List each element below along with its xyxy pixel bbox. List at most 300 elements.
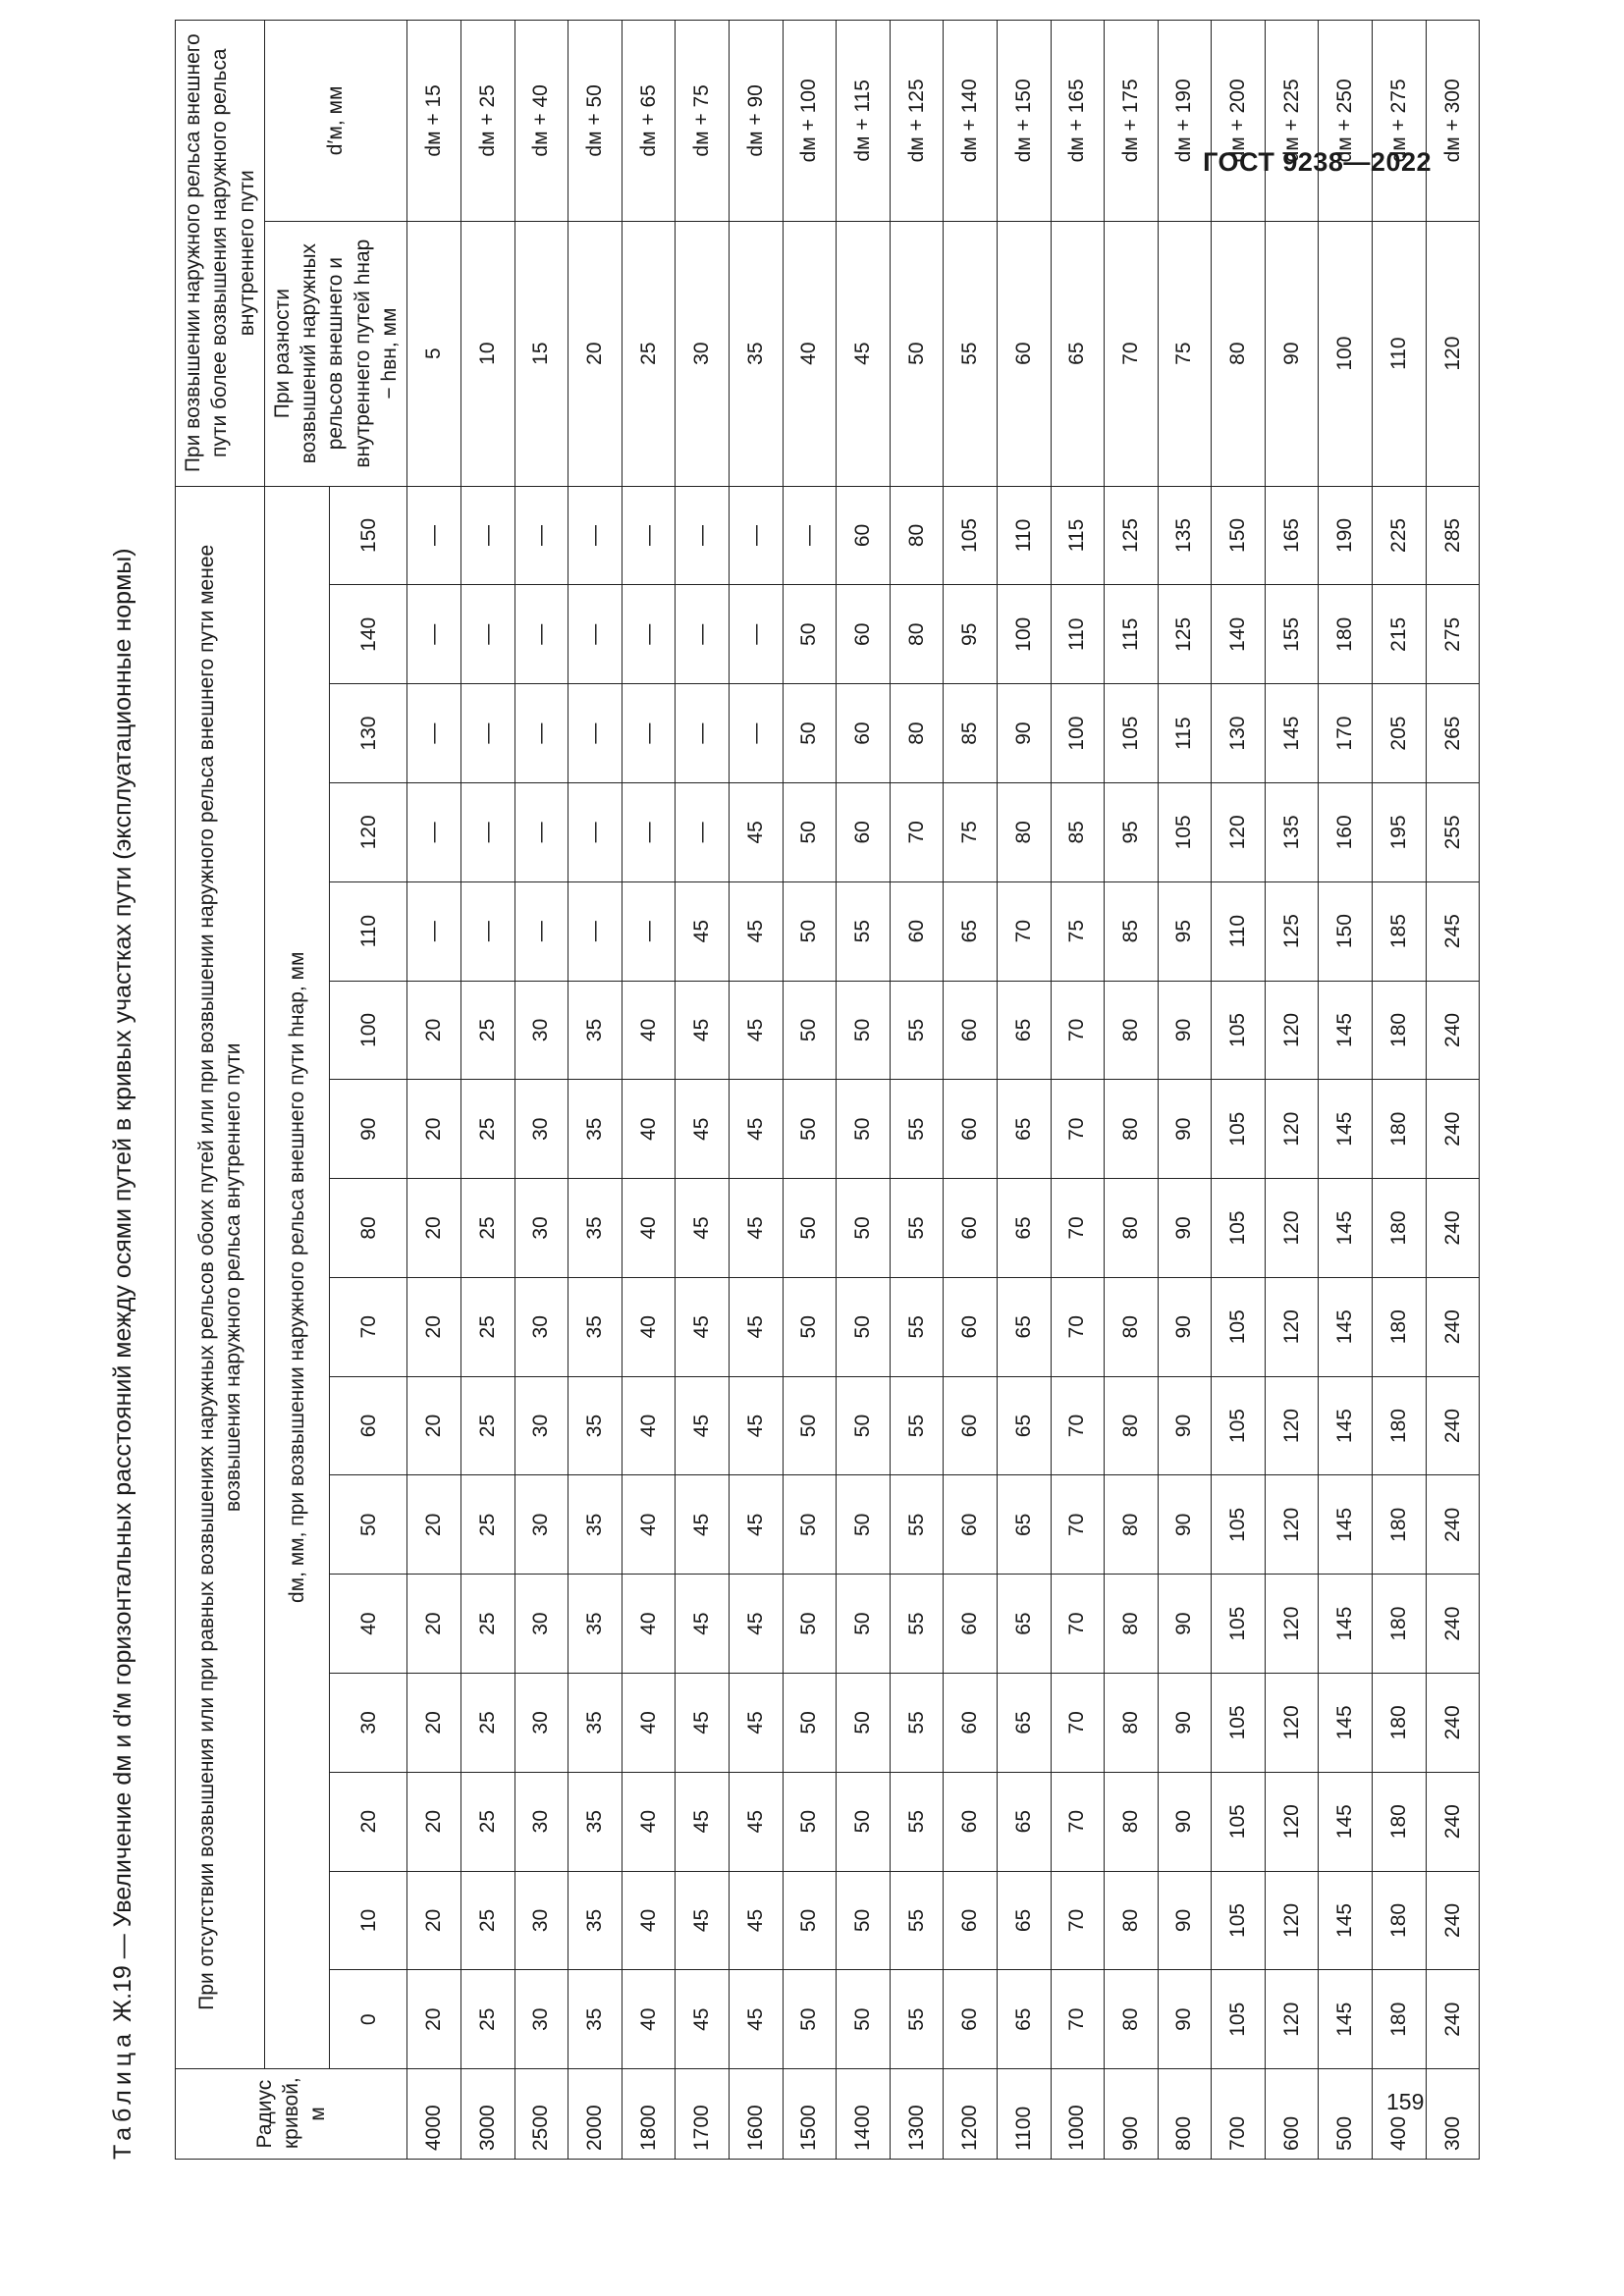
dm-value-cell: 170 — [1319, 684, 1373, 783]
dm-value-cell: 45 — [729, 1179, 783, 1278]
radius-cell: 2500 — [514, 2069, 568, 2160]
dm-value-cell: 80 — [890, 585, 944, 684]
dm-value-cell: 30 — [514, 1277, 568, 1376]
dm-value-cell: 65 — [944, 881, 998, 981]
dm-value-cell: 80 — [1105, 1277, 1159, 1376]
radius-cell: 1300 — [890, 2069, 944, 2160]
dm-value-cell: 45 — [729, 1871, 783, 1970]
dm-value-cell: 20 — [407, 1772, 461, 1871]
dm-value-cell: 20 — [407, 1376, 461, 1475]
dm-value-cell: 145 — [1319, 1179, 1373, 1278]
dm-value-cell: 90 — [1158, 1179, 1212, 1278]
dm-value-cell: 205 — [1373, 684, 1427, 783]
table-row — [729, 21, 783, 2160]
table-row — [1265, 21, 1319, 2160]
dm-value-cell: 125 — [1265, 881, 1319, 981]
elevation-header-cell: 130 — [330, 684, 407, 783]
dm-value-cell: 70 — [1051, 1179, 1105, 1278]
dm-value-cell: 105 — [1212, 981, 1266, 1080]
dm-value-cell: — — [407, 486, 461, 585]
dm-value-cell: 115 — [1051, 486, 1105, 585]
dm-value-cell: 50 — [837, 1772, 891, 1871]
dm-value-cell: 145 — [1265, 684, 1319, 783]
dm-value-cell: 25 — [460, 1179, 514, 1278]
dm-value-cell: 115 — [1158, 684, 1212, 783]
dm-value-cell: 145 — [1319, 1475, 1373, 1575]
dm-value-cell: 60 — [944, 1376, 998, 1475]
dm-value-cell: 105 — [944, 486, 998, 585]
radius-cell: 1200 — [944, 2069, 998, 2160]
dm-value-cell: 105 — [1212, 1772, 1266, 1871]
dm-value-cell: 55 — [890, 1376, 944, 1475]
dm-value-cell: 60 — [890, 881, 944, 981]
dm-value-cell: 40 — [622, 1475, 676, 1575]
dm-value-cell: 45 — [676, 1080, 730, 1179]
diff-cell: 50 — [890, 221, 944, 486]
elevation-header-cell: 0 — [330, 1970, 407, 2069]
table-caption — [98, 548, 147, 2160]
diff-cell: 20 — [568, 221, 623, 486]
elevation-header-cell: 20 — [330, 1772, 407, 1871]
dprime-cell: dм + 100 — [783, 21, 837, 222]
header-group-right: При возвышении наружного рельса внешнего пути более возвышения наружного рельса внутреннего пути — [176, 21, 265, 487]
dm-value-cell: 50 — [783, 585, 837, 684]
dm-value-cell: 120 — [1265, 1970, 1319, 2069]
dm-value-cell: 20 — [407, 1673, 461, 1772]
dm-value-cell: 80 — [1105, 1871, 1159, 1970]
diff-cell: 100 — [1319, 221, 1373, 486]
dm-value-cell: 125 — [1158, 585, 1212, 684]
dm-value-cell: — — [783, 486, 837, 585]
dm-value-cell: 60 — [944, 1277, 998, 1376]
dm-value-cell: 40 — [622, 1772, 676, 1871]
dm-value-cell: 80 — [1105, 1575, 1159, 1674]
dm-value-cell: 85 — [1051, 782, 1105, 881]
dm-value-cell: 35 — [568, 1179, 623, 1278]
standard-code: ГОСТ 9238—2022 — [1203, 147, 1432, 177]
dm-value-cell: — — [568, 486, 623, 585]
dm-value-cell: — — [676, 585, 730, 684]
elevation-header-cell: 110 — [330, 881, 407, 981]
elevation-header-cell: 30 — [330, 1673, 407, 1772]
table-row — [407, 21, 461, 2160]
dm-value-cell: 65 — [997, 1970, 1051, 2069]
dm-value-cell: 45 — [729, 1970, 783, 2069]
dprime-cell: dм + 65 — [622, 21, 676, 222]
table-row — [944, 21, 998, 2160]
dm-value-cell: 35 — [568, 1871, 623, 1970]
dm-value-cell: 70 — [1051, 1277, 1105, 1376]
dprime-cell: dм + 190 — [1158, 21, 1212, 222]
diff-cell: 5 — [407, 221, 461, 486]
dm-value-cell: 120 — [1212, 782, 1266, 881]
dm-value-cell: 45 — [676, 981, 730, 1080]
header-dm-subheader: dм, мм, при возвышении наружного рельса внешнего пути hнар, мм — [264, 486, 330, 2069]
elevation-header-cell: 120 — [330, 782, 407, 881]
dm-value-cell: 50 — [783, 684, 837, 783]
dm-value-cell: 105 — [1212, 1277, 1266, 1376]
dm-value-cell: 35 — [568, 1575, 623, 1674]
dm-value-cell: 55 — [890, 1575, 944, 1674]
diff-cell: 60 — [997, 221, 1051, 486]
dm-value-cell: 35 — [568, 1277, 623, 1376]
dm-value-cell: 45 — [729, 1575, 783, 1674]
dm-value-cell: 40 — [622, 1179, 676, 1278]
dm-value-cell: 45 — [729, 1080, 783, 1179]
dm-value-cell: 185 — [1373, 881, 1427, 981]
dm-value-cell: 60 — [837, 782, 891, 881]
dm-value-cell: 90 — [1158, 1871, 1212, 1970]
header-group-left: При отсутствии возвышения или при равных возвышениях наружных рельсов обоих путей или при возвышении наружного рельса внешнего пути менее возвышения наружного рельса внутреннего пути — [176, 486, 265, 2069]
dm-value-cell: 90 — [997, 684, 1051, 783]
dm-value-cell: 180 — [1373, 1376, 1427, 1475]
dm-value-cell: 25 — [460, 1376, 514, 1475]
diff-cell: 25 — [622, 221, 676, 486]
dm-value-cell: 45 — [676, 1673, 730, 1772]
dm-value-cell: 190 — [1319, 486, 1373, 585]
diff-cell: 70 — [1105, 221, 1159, 486]
dprime-cell: dм + 90 — [729, 21, 783, 222]
dm-value-cell: 110 — [1212, 881, 1266, 981]
dm-value-cell: 20 — [407, 1080, 461, 1179]
elevation-header-cell: 60 — [330, 1376, 407, 1475]
dm-value-cell: 35 — [568, 1475, 623, 1575]
dm-value-cell: 90 — [1158, 1673, 1212, 1772]
dm-value-cell: 50 — [783, 1179, 837, 1278]
dm-value-cell: 240 — [1426, 1080, 1480, 1179]
dprime-cell: dм + 250 — [1319, 21, 1373, 222]
dm-value-cell: 80 — [890, 684, 944, 783]
dm-value-cell: 50 — [837, 1277, 891, 1376]
diff-cell: 35 — [729, 221, 783, 486]
dm-value-cell: 25 — [460, 1772, 514, 1871]
dm-value-cell: 180 — [1373, 1673, 1427, 1772]
dm-value-cell: 45 — [676, 1772, 730, 1871]
dm-value-cell: 45 — [676, 1475, 730, 1575]
dm-value-cell: 180 — [1319, 585, 1373, 684]
dm-value-cell: — — [514, 881, 568, 981]
dm-value-cell: 100 — [997, 585, 1051, 684]
table-row — [1051, 21, 1105, 2160]
dm-value-cell: 20 — [407, 1970, 461, 2069]
dm-value-cell: 40 — [622, 1080, 676, 1179]
dm-value-cell: 45 — [676, 1277, 730, 1376]
dm-value-cell: 60 — [837, 585, 891, 684]
dm-value-cell: — — [407, 782, 461, 881]
dm-value-cell: 50 — [837, 981, 891, 1080]
dm-value-cell: 240 — [1426, 1575, 1480, 1674]
dm-value-cell: — — [514, 782, 568, 881]
dm-value-cell: 45 — [729, 1772, 783, 1871]
dm-value-cell: 90 — [1158, 1475, 1212, 1575]
dm-value-cell: 150 — [1212, 486, 1266, 585]
dm-value-cell: 35 — [568, 1080, 623, 1179]
dm-value-cell: 60 — [837, 684, 891, 783]
dm-value-cell: 120 — [1265, 1277, 1319, 1376]
dm-value-cell: 150 — [1319, 881, 1373, 981]
dm-value-cell: — — [622, 486, 676, 585]
dm-value-cell: — — [460, 486, 514, 585]
caption-prefix: Таблица — [109, 2028, 136, 2160]
dm-value-cell: 45 — [729, 1475, 783, 1575]
dm-value-cell: 45 — [676, 881, 730, 981]
dm-value-cell: 215 — [1373, 585, 1427, 684]
dm-value-cell: 45 — [729, 981, 783, 1080]
dm-value-cell: 45 — [676, 1179, 730, 1278]
dm-value-cell: 50 — [783, 881, 837, 981]
elevation-header-cell: 50 — [330, 1475, 407, 1575]
dm-value-cell: 70 — [1051, 1376, 1105, 1475]
dprime-cell: dм + 15 — [407, 21, 461, 222]
dm-value-cell: 55 — [890, 1475, 944, 1575]
dm-value-cell: 50 — [783, 1475, 837, 1575]
dm-value-cell: 105 — [1212, 1575, 1266, 1674]
dm-value-cell: 25 — [460, 1080, 514, 1179]
dm-value-cell: 240 — [1426, 1673, 1480, 1772]
dm-value-cell: 265 — [1426, 684, 1480, 783]
table-row — [622, 21, 676, 2160]
dm-value-cell: 65 — [997, 1575, 1051, 1674]
page-number: 159 — [1386, 2089, 1425, 2114]
dm-value-cell: 240 — [1426, 1179, 1480, 1278]
dm-value-cell: 25 — [460, 1475, 514, 1575]
dm-value-cell: 50 — [837, 1376, 891, 1475]
dm-value-cell: 70 — [1051, 1673, 1105, 1772]
dm-value-cell: 160 — [1319, 782, 1373, 881]
dm-value-cell: — — [729, 585, 783, 684]
dm-value-cell: 240 — [1426, 1772, 1480, 1871]
radius-cell: 2000 — [568, 2069, 623, 2160]
dm-value-cell: 55 — [890, 1080, 944, 1179]
dm-value-cell: 55 — [890, 1970, 944, 2069]
dm-value-cell: 45 — [729, 1673, 783, 1772]
dprime-cell: dм + 175 — [1105, 21, 1159, 222]
dm-value-cell: 45 — [729, 881, 783, 981]
elevation-header-cell: 80 — [330, 1179, 407, 1278]
dm-value-cell: 65 — [997, 1475, 1051, 1575]
dm-value-cell: 50 — [837, 1673, 891, 1772]
dm-value-cell: — — [729, 486, 783, 585]
dm-value-cell: 70 — [1051, 1475, 1105, 1575]
dm-value-cell: 25 — [460, 1575, 514, 1674]
dm-value-cell: — — [514, 684, 568, 783]
dm-value-cell: 50 — [837, 1970, 891, 2069]
table-row — [676, 21, 730, 2160]
dm-value-cell: 95 — [944, 585, 998, 684]
dm-value-cell: 145 — [1319, 1376, 1373, 1475]
radius-cell: 1700 — [676, 2069, 730, 2160]
table-row — [1319, 21, 1373, 2160]
radius-cell: 500 — [1319, 2069, 1373, 2160]
dm-value-cell: 30 — [514, 1970, 568, 2069]
dm-value-cell: 45 — [676, 1376, 730, 1475]
dm-value-cell: 50 — [783, 1772, 837, 1871]
dm-value-cell: 155 — [1265, 585, 1319, 684]
dprime-cell: dм + 200 — [1212, 21, 1266, 222]
dprime-cell: dм + 50 — [568, 21, 623, 222]
dm-value-cell: 65 — [997, 1179, 1051, 1278]
dm-value-cell: 70 — [997, 881, 1051, 981]
dm-value-cell: 65 — [997, 1871, 1051, 1970]
dm-value-cell: 40 — [622, 981, 676, 1080]
dm-value-cell: 145 — [1319, 981, 1373, 1080]
dm-value-cell: — — [622, 585, 676, 684]
radius-cell: 3000 — [460, 2069, 514, 2160]
dm-value-cell: 65 — [997, 981, 1051, 1080]
dm-value-cell: 50 — [783, 1871, 837, 1970]
dm-value-cell: 60 — [944, 1475, 998, 1575]
dm-value-cell: 90 — [1158, 1376, 1212, 1475]
radius-cell: 800 — [1158, 2069, 1212, 2160]
header-radius: Радиус кривой, м — [176, 2069, 407, 2160]
radius-cell: 1400 — [837, 2069, 891, 2160]
dm-value-cell: 55 — [890, 1673, 944, 1772]
dm-value-cell: 50 — [783, 1376, 837, 1475]
dm-value-cell: — — [676, 486, 730, 585]
dm-value-cell: 240 — [1426, 981, 1480, 1080]
dm-value-cell: 55 — [890, 1772, 944, 1871]
table-body — [407, 21, 1480, 2160]
dm-value-cell: 50 — [837, 1475, 891, 1575]
dm-value-cell: 90 — [1158, 1277, 1212, 1376]
diff-cell: 55 — [944, 221, 998, 486]
dm-value-cell: 180 — [1373, 1575, 1427, 1674]
dm-value-cell: 145 — [1319, 1673, 1373, 1772]
dm-value-cell: 50 — [783, 1080, 837, 1179]
dm-value-cell: 105 — [1158, 782, 1212, 881]
diff-cell: 90 — [1265, 221, 1319, 486]
dm-value-cell: 30 — [514, 1179, 568, 1278]
dm-value-cell: — — [568, 782, 623, 881]
dm-value-cell: 55 — [890, 981, 944, 1080]
dm-value-cell: 105 — [1105, 684, 1159, 783]
diff-cell: 110 — [1373, 221, 1427, 486]
dm-value-cell: 60 — [944, 981, 998, 1080]
dm-value-cell: — — [568, 881, 623, 981]
dm-value-cell: 55 — [837, 881, 891, 981]
table-row — [460, 21, 514, 2160]
data-table — [175, 20, 1480, 2160]
dm-value-cell: 45 — [676, 1575, 730, 1674]
header-diff: При разности возвышений наружных рельсов внешнего и внутреннего путей hнар − hвн, мм — [264, 221, 406, 486]
dm-value-cell: 195 — [1373, 782, 1427, 881]
dm-value-cell: 45 — [729, 1277, 783, 1376]
dm-value-cell: 80 — [890, 486, 944, 585]
dm-value-cell: 105 — [1212, 1673, 1266, 1772]
table-row — [514, 21, 568, 2160]
dm-value-cell: 40 — [622, 1376, 676, 1475]
diff-cell: 40 — [783, 221, 837, 486]
dm-value-cell: 285 — [1426, 486, 1480, 585]
dm-value-cell: 145 — [1319, 1080, 1373, 1179]
dm-value-cell: 225 — [1373, 486, 1427, 585]
dm-value-cell: 135 — [1158, 486, 1212, 585]
dm-value-cell: 30 — [514, 1376, 568, 1475]
dm-value-cell: 70 — [1051, 1970, 1105, 2069]
dm-value-cell: 65 — [997, 1376, 1051, 1475]
dm-value-cell: — — [568, 684, 623, 783]
table-row — [1212, 21, 1266, 2160]
dm-value-cell: 90 — [1158, 1575, 1212, 1674]
dprime-cell: dм + 300 — [1426, 21, 1480, 222]
dm-value-cell: 65 — [997, 1277, 1051, 1376]
dm-value-cell: — — [460, 684, 514, 783]
caption-number: Ж.19 — [109, 1965, 136, 2023]
dm-value-cell: 80 — [1105, 1376, 1159, 1475]
dm-value-cell: 20 — [407, 1871, 461, 1970]
dm-value-cell: 120 — [1265, 981, 1319, 1080]
dm-value-cell: 25 — [460, 981, 514, 1080]
dm-value-cell: 120 — [1265, 1080, 1319, 1179]
dm-value-cell: 30 — [514, 1871, 568, 1970]
dprime-cell: dм + 225 — [1265, 21, 1319, 222]
dm-value-cell: — — [407, 684, 461, 783]
dm-value-cell: 240 — [1426, 1871, 1480, 1970]
dm-value-cell: 50 — [837, 1871, 891, 1970]
elevation-header-cell: 90 — [330, 1080, 407, 1179]
dm-value-cell: 95 — [1158, 881, 1212, 981]
dm-value-cell: 180 — [1373, 1871, 1427, 1970]
dm-value-cell: 60 — [944, 1179, 998, 1278]
dm-value-cell: 85 — [1105, 881, 1159, 981]
dm-value-cell: 105 — [1212, 1179, 1266, 1278]
dm-value-cell: 180 — [1373, 981, 1427, 1080]
dm-value-cell: 45 — [729, 1376, 783, 1475]
dm-value-cell: 245 — [1426, 881, 1480, 981]
rotated-table-block — [98, 20, 1464, 2160]
dm-value-cell: 80 — [1105, 1179, 1159, 1278]
dprime-cell: dм + 40 — [514, 21, 568, 222]
dm-value-cell: 50 — [783, 1277, 837, 1376]
dm-value-cell: 70 — [1051, 1871, 1105, 1970]
dm-value-cell: — — [622, 782, 676, 881]
dm-value-cell: 105 — [1212, 1970, 1266, 2069]
dm-value-cell: 180 — [1373, 1080, 1427, 1179]
dm-value-cell: — — [568, 585, 623, 684]
dm-value-cell: 60 — [944, 1080, 998, 1179]
dm-value-cell: 110 — [997, 486, 1051, 585]
dm-value-cell: 50 — [783, 1970, 837, 2069]
dm-value-cell: 145 — [1319, 1772, 1373, 1871]
dm-value-cell: 140 — [1212, 585, 1266, 684]
dm-value-cell: 25 — [460, 1673, 514, 1772]
dm-value-cell: 95 — [1105, 782, 1159, 881]
dm-value-cell: 50 — [837, 1575, 891, 1674]
dm-value-cell: 40 — [622, 1970, 676, 2069]
dm-value-cell: 180 — [1373, 1772, 1427, 1871]
dm-value-cell: 75 — [944, 782, 998, 881]
dm-value-cell: 60 — [944, 1772, 998, 1871]
dm-value-cell: 70 — [1051, 1575, 1105, 1674]
dm-value-cell: 45 — [729, 782, 783, 881]
dm-value-cell: 35 — [568, 1376, 623, 1475]
dm-value-cell: 180 — [1373, 1475, 1427, 1575]
dm-value-cell: — — [676, 782, 730, 881]
dm-value-cell: — — [460, 881, 514, 981]
dm-value-cell: 145 — [1319, 1970, 1373, 2069]
dm-value-cell: 40 — [622, 1575, 676, 1674]
dm-value-cell: 55 — [890, 1179, 944, 1278]
dm-value-cell: 35 — [568, 981, 623, 1080]
radius-cell: 1500 — [783, 2069, 837, 2160]
dm-value-cell: 20 — [407, 981, 461, 1080]
dm-value-cell: 120 — [1265, 1575, 1319, 1674]
header-dprime: d′м, мм — [264, 21, 406, 222]
dm-value-cell: 100 — [1051, 684, 1105, 783]
radius-cell: 300 — [1426, 2069, 1480, 2160]
diff-cell: 75 — [1158, 221, 1212, 486]
dm-value-cell: 65 — [997, 1772, 1051, 1871]
